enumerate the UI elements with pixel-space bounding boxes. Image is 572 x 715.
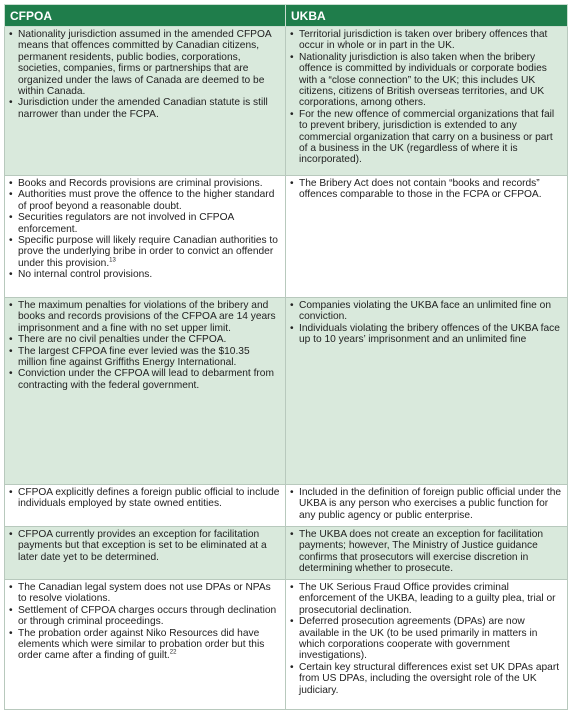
bullet-item [290,178,563,201]
bullet-item [9,628,281,662]
bullet-text: Territorial jurisdiction is taken over bribery offences that occur in whole or in part in the UK. [299,29,548,52]
bullet-item [290,662,563,696]
bullet-text: Nationality jurisdiction is also taken when the bribery offence is committed by individuals or corporate bodies with a “close connection” to the UK; this includes UK citizens, citizens of British overseas territories, and UK corporations, among others. [299,51,547,109]
bullet-text: The Canadian legal system does not use DPAs or NPAs to resolve violations. [18,582,271,605]
bullet-text: Conviction under the CFPOA will lead to debarment from contracting with the federal government. [18,368,274,391]
bullet-item [9,29,281,97]
bullet-item [9,189,281,212]
bullet-text: Included in the definition of foreign public official under the UKBA is any person who exercises a public function for any public agency or public enterprise. [299,487,562,521]
bullet-text: CFPOA explicitly defines a foreign public official to include individuals employed by state owned entities. [18,487,280,510]
cfpoa-cell [5,176,286,298]
ukba-cell [286,176,568,298]
bullet-item [9,582,281,605]
bullet-text: Deferred prosecution agreements (DPAs) are now available in the UK (to be used primarily in matters in which corporations cooperate with government investigations). [299,616,538,662]
bullet-text: Securities regulators are not involved in CFPOA enforcement. [18,212,234,235]
bullet-item [9,605,281,628]
bullet-text: The maximum penalties for violations of the bribery and books and records provisions of the CFPOA are 14 years imprisonment and a fine with no set upper limit. [18,300,276,334]
bullet-item [9,97,281,120]
row-books-records [5,176,568,298]
bullet-item [290,582,563,616]
bullet-item [290,487,563,521]
bullet-item [9,212,281,235]
bullet-item [9,487,281,510]
bullet-text: Books and Records provisions are criminal provisions. [18,178,263,189]
bullet-text: Individuals violating the bribery offences of the UKBA face up to 10 years’ imprisonment and an unlimited fine [299,322,560,346]
bullet-text: Authorities must prove the offence to the higher standard of proof beyond a reasonable doubt. [18,189,275,212]
ukba-cell [286,298,568,485]
bullet-text: The probation order against Niko Resources did have elements which were similar to probation order but this order came after a finding of guilt. [18,627,265,662]
cfpoa-cell [5,485,286,527]
row-facilitation-payments [5,527,568,580]
cfpoa-cell [5,27,286,176]
bullet-text: Certain key structural differences exist set UK DPAs apart from US DPAs, including the oversight role of the UK judiciary. [299,661,560,696]
bullet-text: Companies violating the UKBA face an unlimited fine on conviction. [299,300,552,323]
bullet-item [9,300,281,334]
row-foreign-official [5,485,568,527]
bullet-text: There are no civil penalties under the CFPOA. [18,334,227,346]
bullet-text: No internal control provisions. [18,269,153,281]
bullet-text: Nationality jurisdiction assumed in the amended CFPOA means that offences committed by Canadian citizens, permanent residents, public bodies, corporations, societies, companies, firms or partnerships that are organized under the laws of Canada are deemed to be within Canada. [18,29,272,98]
bullet-item [290,109,563,166]
bullet-item [9,235,281,269]
footnote-marker: 13 [109,257,116,264]
bullet-text: The Bribery Act does not contain “books and records” offences comparable to those in the FCPA or CFPOA. [299,178,542,201]
bullet-item [290,323,563,346]
bullet-item [9,178,281,189]
bullet-text: The largest CFPOA fine ever levied was the $10.35 million fine against Griffiths Energy International. [18,345,250,369]
cfpoa-cell [5,580,286,710]
bullet-item [290,616,563,662]
row-penalties [5,298,568,485]
bullet-item [290,29,563,52]
bullet-text: Jurisdiction under the amended Canadian statute is still narrower than under the FCPA. [18,97,268,120]
bullet-text: Settlement of CFPOA charges occurs through declination or through criminal proceedings. [18,604,277,628]
bullet-item [9,346,281,369]
header-cfpoa: CFPOA [5,5,286,27]
bullet-text: For the new offence of commercial organizations that fail to prevent bribery, jurisdiction is extended to any commercial organization that carry on a business or part of a business in the UK (regardless of where it is incorporated). [299,108,555,166]
bullet-item [9,529,281,563]
bullet-item [290,529,563,575]
row-settlement [5,580,568,710]
header-ukba: UKBA [286,5,568,27]
bullet-item [9,269,281,280]
header-row [5,5,568,27]
ukba-cell [286,27,568,176]
bullet-item [290,52,563,109]
ukba-cell [286,485,568,527]
bullet-item [9,334,281,345]
cfpoa-cell [5,298,286,485]
bullet-item [9,368,281,391]
cfpoa-cell [5,527,286,580]
comparison-table [4,4,568,710]
row-jurisdiction [5,27,568,176]
bullet-text: CFPOA currently provides an exception for facilitation payments but that exception is set to be eliminated at a later date yet to be determined. [18,529,267,563]
bullet-text: The UK Serious Fraud Office provides criminal enforcement of the UKBA, leading to a guilty plea, trial or prosecutorial declination. [299,582,556,616]
bullet-item [290,300,563,323]
bullet-text: Specific purpose will likely require Canadian authorities to prove the underlying bribe in order to convict an offender under this provision. [18,235,278,269]
bullet-text: The UKBA does not create an exception for facilitation payments; however, The Ministry of Justice guidance confirms that prosecutors will exercise discretion in determining whether to prosecute. [299,529,544,575]
ukba-cell [286,580,568,710]
footnote-marker: 22 [169,650,177,657]
ukba-cell [286,527,568,580]
